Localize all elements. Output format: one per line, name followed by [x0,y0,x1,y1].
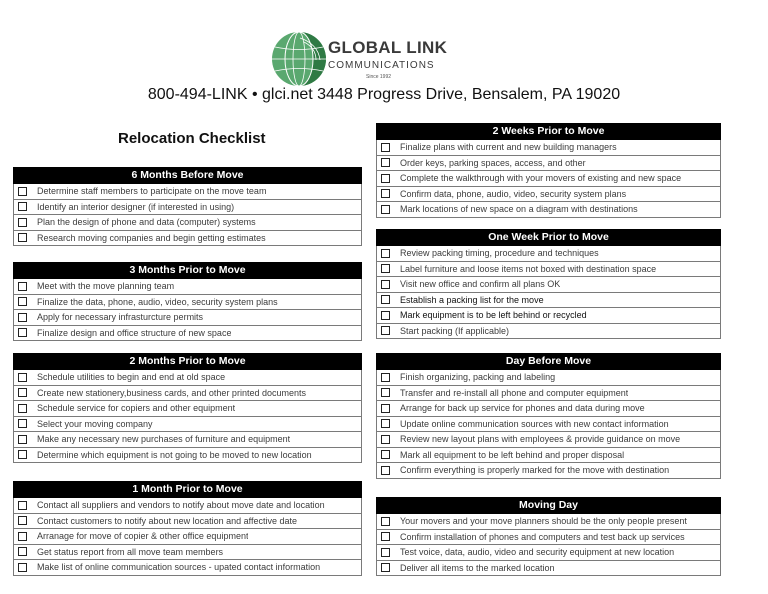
checklist-item[interactable]: Create new stationery,business cards, and other printed documents [13,386,362,402]
checkbox-icon[interactable] [381,264,390,273]
checkbox-icon[interactable] [18,313,27,322]
checklist-item[interactable]: Complete the walkthrough with your movers of existing and new space [376,171,721,187]
checklist-item[interactable]: Make list of online communication sources - upated contact information [13,560,362,576]
checkbox-icon[interactable] [381,189,390,198]
checklist-item[interactable]: Determine which equipment is not going to be moved to new location [13,448,362,464]
checklist-item[interactable]: Schedule utilities to begin and end at old space [13,370,362,386]
checklist-item[interactable]: Meet with the move planning team [13,279,362,295]
checklist-item[interactable]: Finalize design and office structure of new space [13,326,362,342]
checklist-item[interactable]: Confirm installation of phones and computers and test back up services [376,530,721,546]
checkbox-icon[interactable] [18,435,27,444]
checklist-item[interactable]: Your movers and your move planners should be the only people present [376,514,721,530]
checklist-item[interactable]: Confirm everything is properly marked for the move with destination [376,463,721,479]
checkbox-icon[interactable] [18,563,27,572]
section-header: Moving Day [376,497,721,514]
company-logo [270,30,470,90]
checkbox-icon[interactable] [18,233,27,242]
checkbox-icon[interactable] [381,326,390,335]
checkbox-icon[interactable] [381,388,390,397]
checkbox-icon[interactable] [18,547,27,556]
checkbox-icon[interactable] [18,532,27,541]
brand-name: GLOBAL LINK [328,38,448,57]
checkbox-icon[interactable] [381,373,390,382]
section-header: One Week Prior to Move [376,229,721,246]
checklist-item[interactable]: Make any necessary new purchases of furniture and equipment [13,432,362,448]
checklist-item[interactable]: Arranage for move of copier & other office equipment [13,529,362,545]
checklist-item[interactable]: Mark all equipment to be left behind and proper disposal [376,448,721,464]
checklist-item[interactable]: Mark equipment is to be left behind or recycled [376,308,721,324]
checkbox-icon[interactable] [18,419,27,428]
checklist-item[interactable]: Contact all suppliers and vendors to notify about move date and location [13,498,362,514]
brand-since: Since 1992 [366,74,392,80]
section-day-before [376,353,721,479]
section-6-months [13,167,362,246]
checkbox-icon[interactable] [18,501,27,510]
checkbox-icon[interactable] [18,328,27,337]
checklist-item[interactable]: Visit new office and confirm all plans OK [376,277,721,293]
checkbox-icon[interactable] [18,187,27,196]
section-3-months [13,262,362,341]
section-header: 2 Weeks Prior to Move [376,123,721,140]
checklist-item[interactable]: Review packing timing, procedure and techniques [376,246,721,262]
section-one-week [376,229,721,339]
section-header: 6 Months Before Move [13,167,362,184]
checkbox-icon[interactable] [381,158,390,167]
checklist-item[interactable]: Get status report from all move team members [13,545,362,561]
checklist-item[interactable]: Select your moving company [13,417,362,433]
checklist-item[interactable]: Finalize plans with current and new building managers [376,140,721,156]
checkbox-icon[interactable] [381,404,390,413]
checklist-item[interactable]: Plan the design of phone and data (computer) systems [13,215,362,231]
checkbox-icon[interactable] [18,282,27,291]
page-title: Relocation Checklist [118,130,266,147]
checklist-item[interactable]: Mark locations of new space on a diagram with destinations [376,202,721,218]
checkbox-icon[interactable] [18,404,27,413]
checkbox-icon[interactable] [381,143,390,152]
section-2-months [13,353,362,463]
checkbox-icon[interactable] [381,435,390,444]
checkbox-icon[interactable] [381,419,390,428]
globe-logo-icon [270,30,328,88]
checklist-item[interactable]: Order keys, parking spaces, access, and other [376,156,721,172]
checkbox-icon[interactable] [381,466,390,475]
checklist-item[interactable]: Establish a packing list for the move [376,293,721,309]
checklist-item[interactable]: Update online communication sources with new contact information [376,417,721,433]
checklist-item[interactable]: Transfer and re-install all phone and computer equipment [376,386,721,402]
checklist-item[interactable]: Finalize the data, phone, audio, video, security system plans [13,295,362,311]
section-moving-day [376,497,721,576]
checkbox-icon[interactable] [381,311,390,320]
checklist-item[interactable]: Deliver all items to the marked location [376,561,721,577]
checkbox-icon[interactable] [18,202,27,211]
checklist-item[interactable]: Contact customers to notify about new location and affective date [13,514,362,530]
section-header: 1 Month Prior to Move [13,481,362,498]
checklist-item[interactable]: Confirm data, phone, audio, video, security system plans [376,187,721,203]
checkbox-icon[interactable] [18,388,27,397]
section-2-weeks [376,123,721,218]
checkbox-icon[interactable] [381,205,390,214]
checklist-item[interactable]: Identify an interior designer (if interested in using) [13,200,362,216]
checkbox-icon[interactable] [381,563,390,572]
checklist-item[interactable]: Finish organizing, packing and labeling [376,370,721,386]
brand-subtitle: COMMUNICATIONS [328,60,435,71]
section-1-month [13,481,362,576]
checkbox-icon[interactable] [18,297,27,306]
checklist-item[interactable]: Schedule service for copiers and other equipment [13,401,362,417]
checkbox-icon[interactable] [381,548,390,557]
section-header: 3 Months Prior to Move [13,262,362,279]
checkbox-icon[interactable] [381,450,390,459]
checkbox-icon[interactable] [18,516,27,525]
checkbox-icon[interactable] [18,450,27,459]
checkbox-icon[interactable] [381,532,390,541]
section-header: 2 Months Prior to Move [13,353,362,370]
checkbox-icon[interactable] [381,174,390,183]
section-header: Day Before Move [376,353,721,370]
checkbox-icon[interactable] [381,280,390,289]
checklist-item[interactable]: Start packing (If applicable) [376,324,721,340]
checklist-item[interactable]: Test voice, data, audio, video and security equipment at new location [376,545,721,561]
checklist-item[interactable]: Arrange for back up service for phones and data during move [376,401,721,417]
checklist-item[interactable]: Determine staff members to participate on the move team [13,184,362,200]
checklist-item[interactable]: Label furniture and loose items not boxed with destination space [376,262,721,278]
checkbox-icon[interactable] [18,218,27,227]
checkbox-icon[interactable] [381,249,390,258]
contact-line: 800-494-LINK • glci.net 3448 Progress Drive, Bensalem, PA 19020 [147,86,621,103]
checkbox-icon[interactable] [18,373,27,382]
checkbox-icon[interactable] [381,517,390,526]
checklist-item[interactable]: Apply for necessary infrasturcture permits [13,310,362,326]
checklist-item[interactable]: Review new layout plans with employees & provide guidance on move [376,432,721,448]
checklist-item[interactable]: Research moving companies and begin getting estimates [13,231,362,247]
checkbox-icon[interactable] [381,295,390,304]
